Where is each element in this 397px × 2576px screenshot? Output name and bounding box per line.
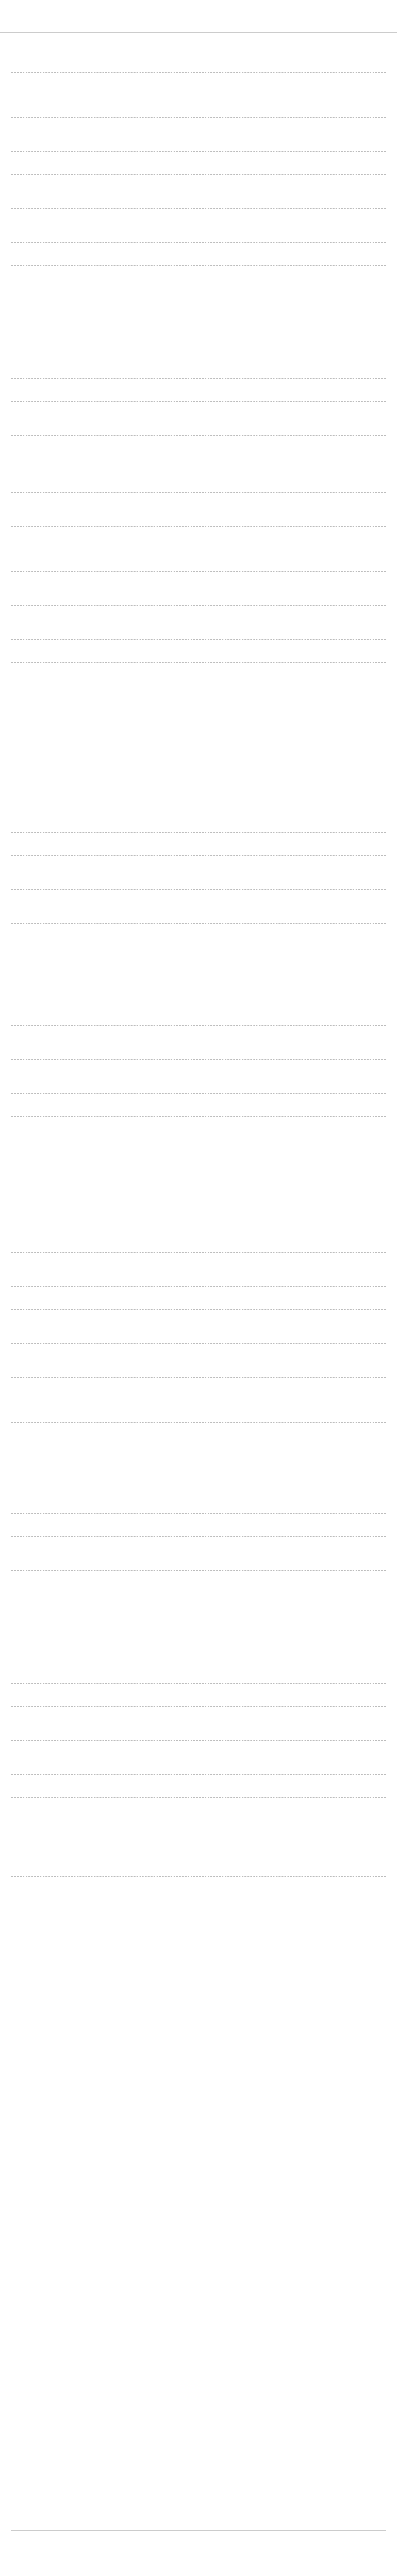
paragraph bbox=[11, 322, 386, 356]
paragraph bbox=[11, 856, 386, 890]
paragraph bbox=[11, 1491, 386, 1514]
site-banner-text bbox=[11, 8, 386, 23]
paragraph bbox=[11, 356, 386, 379]
paragraph bbox=[11, 118, 386, 152]
paragraph bbox=[11, 640, 386, 663]
paragraph bbox=[11, 1139, 386, 1173]
paragraph bbox=[11, 833, 386, 856]
paragraph bbox=[11, 663, 386, 685]
paragraph bbox=[11, 379, 386, 402]
paragraph bbox=[11, 606, 386, 640]
paragraph bbox=[11, 243, 386, 266]
paragraph bbox=[11, 810, 386, 833]
paragraph bbox=[11, 1775, 386, 1798]
footer-line-2[interactable] bbox=[11, 2546, 386, 2557]
paragraph bbox=[11, 1026, 386, 1060]
paragraph bbox=[11, 1310, 386, 1344]
paragraph bbox=[11, 776, 386, 810]
paragraph bbox=[11, 436, 386, 458]
paragraph bbox=[11, 924, 386, 946]
paragraph bbox=[11, 1514, 386, 1537]
paragraph bbox=[11, 1854, 386, 1877]
paragraph bbox=[11, 549, 386, 572]
paragraph bbox=[11, 572, 386, 606]
paragraph bbox=[11, 1684, 386, 1707]
paragraph bbox=[11, 1593, 386, 1627]
paragraph bbox=[11, 266, 386, 288]
paragraph bbox=[11, 946, 386, 969]
paragraph bbox=[11, 1378, 386, 1400]
footer-line-1 bbox=[11, 2536, 386, 2546]
paragraph bbox=[11, 73, 386, 95]
paragraph bbox=[11, 493, 386, 527]
paragraph bbox=[11, 1537, 386, 1571]
paragraph bbox=[11, 175, 386, 209]
paragraph bbox=[11, 1741, 386, 1775]
paragraph bbox=[11, 1798, 386, 1820]
paragraph bbox=[11, 152, 386, 175]
paragraph bbox=[11, 1003, 386, 1026]
paragraph bbox=[11, 1060, 386, 1094]
page-footer bbox=[11, 2530, 386, 2567]
paragraph bbox=[11, 1423, 386, 1457]
paragraph bbox=[11, 1820, 386, 1854]
paragraph bbox=[11, 1627, 386, 1661]
paragraph bbox=[11, 1400, 386, 1423]
paragraph bbox=[11, 458, 386, 493]
paragraph bbox=[11, 1173, 386, 1207]
paragraph bbox=[11, 1661, 386, 1684]
paragraph bbox=[11, 1571, 386, 1593]
site-header bbox=[0, 0, 397, 33]
chapter-body bbox=[0, 33, 397, 1877]
paragraph bbox=[11, 95, 386, 118]
paragraph bbox=[11, 1230, 386, 1253]
paragraph bbox=[11, 1457, 386, 1491]
paragraph bbox=[11, 527, 386, 549]
paragraph bbox=[11, 1344, 386, 1378]
footer-line-3 bbox=[11, 2557, 386, 2567]
paragraph bbox=[11, 39, 386, 73]
paragraph bbox=[11, 742, 386, 776]
paragraph bbox=[11, 1094, 386, 1117]
paragraph bbox=[11, 1287, 386, 1310]
paragraph bbox=[11, 402, 386, 436]
paragraph bbox=[11, 288, 386, 322]
paragraph bbox=[11, 1207, 386, 1230]
paragraph bbox=[11, 685, 386, 719]
paragraph bbox=[11, 1253, 386, 1287]
paragraph bbox=[11, 1707, 386, 1741]
paragraph bbox=[11, 1117, 386, 1139]
paragraph bbox=[11, 719, 386, 742]
paragraph bbox=[11, 969, 386, 1003]
paragraph bbox=[11, 209, 386, 243]
paragraph bbox=[11, 890, 386, 924]
